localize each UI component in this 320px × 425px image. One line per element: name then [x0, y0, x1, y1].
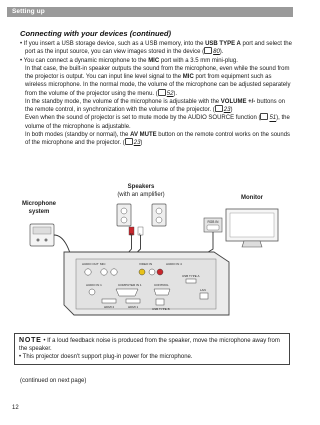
usb-type-b-port-label: USB TYPE B: [152, 307, 170, 311]
audio-l-label: L: [139, 231, 142, 237]
note-line-2: • This projector doesn't support plug-in power for the microphone.: [19, 354, 193, 361]
speakers-icon: [117, 204, 166, 257]
book-icon: [158, 89, 166, 96]
speakers-label: Speakers: [127, 184, 155, 190]
bold-span: VOLUME +/-: [220, 98, 256, 105]
note-box: [14, 333, 290, 365]
usb-type-a-port-label: USB TYPE A: [182, 274, 200, 278]
text-span: ): [230, 107, 233, 114]
connection-diagram: [14, 184, 294, 322]
audio-in-4-port-label: AUDIO IN 4: [166, 262, 182, 266]
text-span: buttons on the remote control, in synchronization with the volume of the projector. (: [25, 98, 286, 114]
rgb-in-label: RGB IN: [207, 220, 219, 224]
page-ref-link[interactable]: 80: [213, 49, 220, 56]
page-ref-link[interactable]: 23: [133, 140, 141, 147]
monitor-label: Monitor: [241, 195, 263, 201]
continued-note: (continued on next page): [20, 378, 87, 384]
microphone-sub-label: system: [28, 208, 50, 215]
page-ref-link[interactable]: 52: [166, 90, 174, 97]
microphone-label: Microphone: [22, 201, 56, 207]
audio-source-paragraph: [20, 114, 292, 131]
bold-span: MIC: [148, 57, 160, 64]
bold-span: USB TYPE A: [205, 41, 241, 47]
usb-paragraph: [20, 40, 292, 57]
note-line-1: • If a loud feedback noise is produced from the speaker, move the microphone away from the speaker.: [19, 338, 280, 353]
book-icon: [215, 105, 223, 112]
lan-port-label: LAN: [200, 288, 206, 292]
text-span: In the standby mode, the volume of the microphone is adjustable with the: [25, 98, 221, 105]
video-in-port-label: VIDEO IN: [139, 262, 153, 266]
audio-in-1-port-label: AUDIO IN 1: [86, 283, 102, 287]
standby-paragraph: [20, 98, 292, 115]
section-header-bar: [7, 7, 293, 17]
text-span: ).: [173, 90, 178, 97]
speakers-sub-label: (with an amplifier): [117, 191, 165, 198]
connection-diagram-svg: [14, 187, 294, 322]
book-icon: [204, 47, 212, 54]
page-number: 12: [12, 405, 19, 411]
bold-span: MIC: [182, 74, 194, 81]
control-port-label: CONTROL: [154, 283, 169, 287]
mic-detail-paragraph: [20, 65, 292, 98]
page-ref-link[interactable]: 51: [269, 115, 277, 122]
text-span: port from equipment such as wireless microphone. In the normal mode, the volume of the microphone can be adjusted separately from the volume of the projector using the menu. (: [25, 74, 291, 97]
text-span: • If you insert a USB storage device, such as a USB memory, into the: [20, 41, 206, 47]
computer-in-1-port-label: COMPUTER IN 1: [118, 283, 142, 287]
page-ref-link[interactable]: 23: [223, 107, 231, 114]
mic-port-label: MIC: [100, 262, 106, 266]
av-mute-paragraph: [20, 131, 292, 148]
section-header-title: Setting up: [12, 8, 45, 15]
book-icon: [125, 138, 133, 145]
audio-r-label: R: [130, 231, 133, 237]
text-span: port and select the port as the input source, you can view images stored in the device (: [25, 41, 292, 56]
text-span: In that case, the built-in speaker outputs the sound from the microphone, even while the sound from the projector is output. You can input line level signal to the: [25, 65, 290, 81]
body-text: [20, 40, 292, 148]
projector-rear-panel: [64, 252, 229, 315]
text-span: port with a 3.5 mm mini-plug.: [159, 57, 238, 64]
text-span: button on the remote control works on the sounds of the microphone and the projector. (: [25, 132, 291, 147]
text-span: ): [140, 140, 143, 147]
audio-out-port-label: AUDIO OUT: [82, 262, 99, 266]
book-icon: [260, 113, 268, 120]
page-title: Connecting with your devices (continued): [20, 29, 172, 38]
hdmi-2-port-label: HDMI 2: [104, 305, 115, 309]
text-span: • You can connect a dynamic microphone to the: [20, 57, 149, 64]
note-label: NOTE: [19, 337, 42, 344]
text-span: ).: [219, 49, 224, 56]
text-span: ), the volume of the microphone is adjustable.: [25, 115, 290, 130]
mic-paragraph: [20, 57, 292, 65]
text-span: Even when the sound of projector is set to mute mode by the AUDIO SOURCE function (: [25, 115, 261, 122]
hdmi-1-port-label: HDMI 1: [128, 305, 139, 309]
text-span: In both modes (standby or normal), the: [25, 132, 131, 139]
bold-span: AV MUTE: [130, 132, 157, 139]
